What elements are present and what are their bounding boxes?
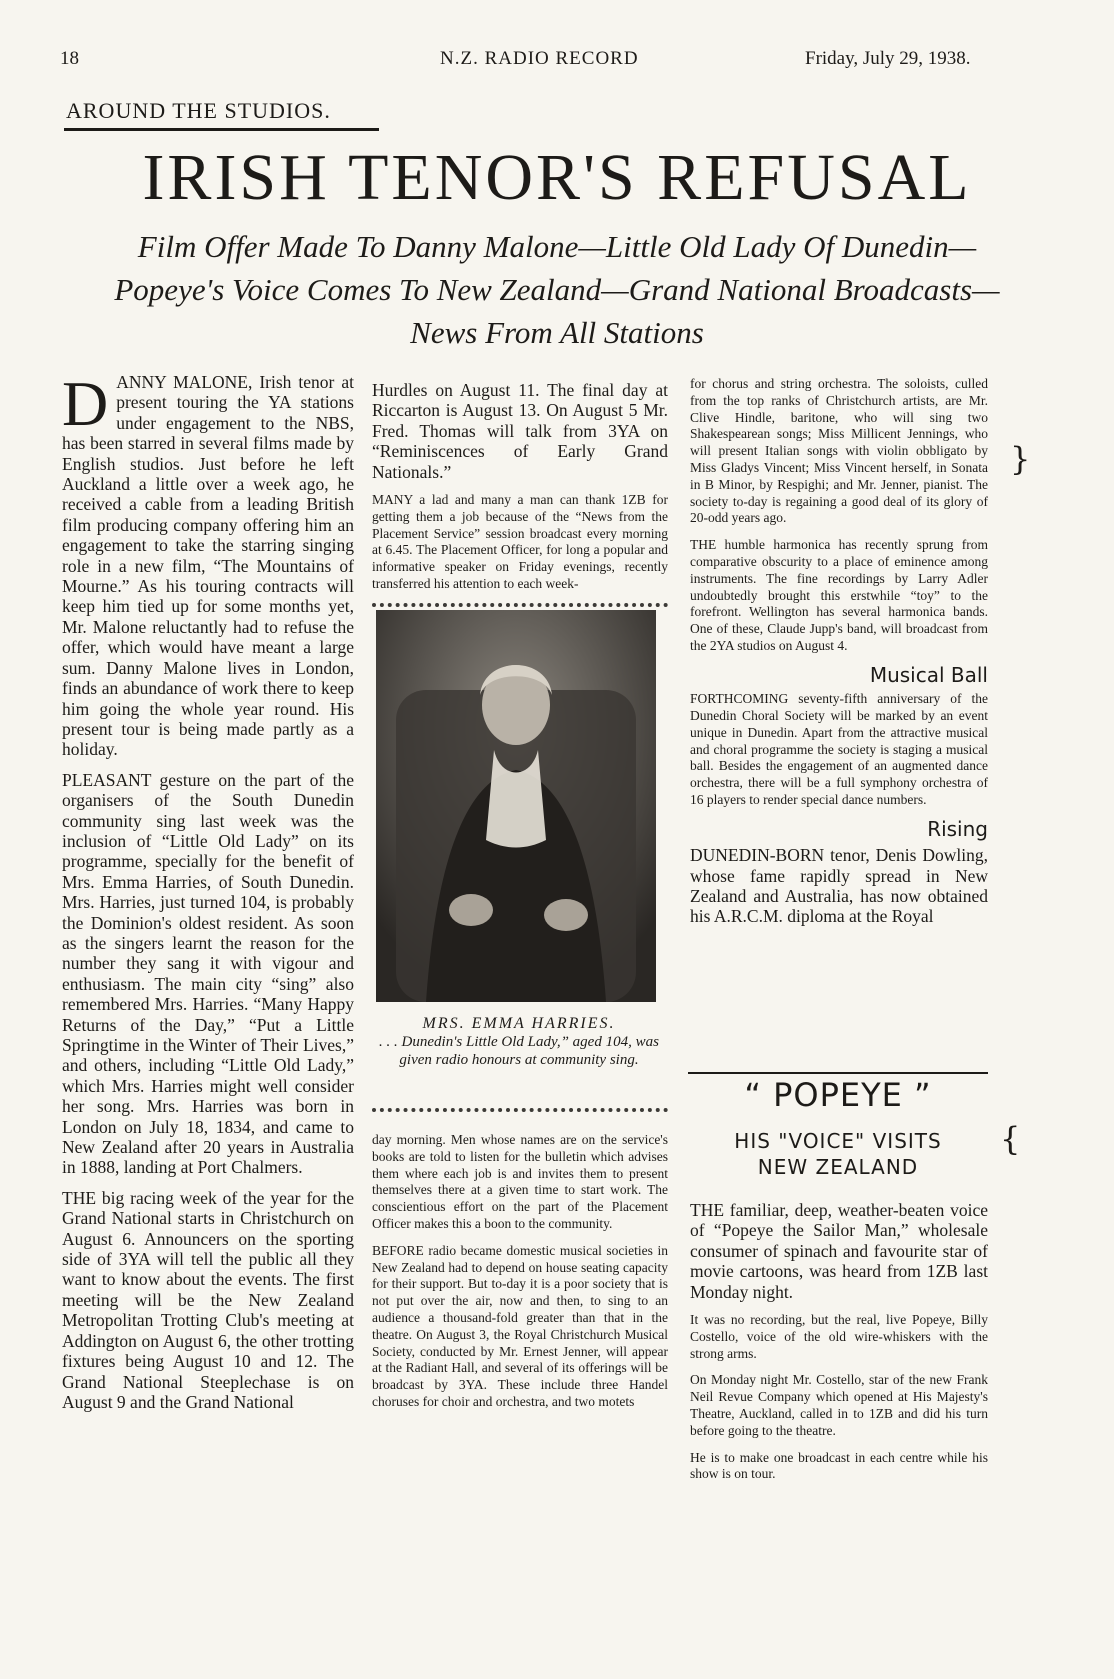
article-musical-ball: FORTHCOMING seventy-fifth anniversary of the Dunedin Choral Society will be marked by an event unique in Dunedin. Apart from the attractive musical and choral programme the society is staging a musical ball. Besides the engagement of an augmented dance orchestra, there will be a full symphony orchestra of 16 players to render special dance numbers.: [690, 691, 988, 807]
popeye-paragraph-1: THE familiar, deep, weather-beaten voice of “Popeye the Sailor Man,” wholesale consumer of spinach and favourite star of movie cartoons, was heard from 1ZB last Monday night.: [690, 1200, 988, 1302]
page-number: 18: [60, 48, 79, 69]
article-malone-text: ANNY MALONE, Irish tenor at present touring the YA stations under engagement to the NBS, has been starred in several films made by English studios. Just before he left Auckland a little over a week ago, he received a cable from a leading British film producing company offering him an engagement to take the starring singing role in a new film, “The Mountains of Mourne.” As his touring contracts will keep him tied up for some months yet, Mr. Malone reluctantly had to refuse the offer, which would have meant a large sum. Danny Malone lives in London, finds an abundance of work there to keep him going the whole year round. His present tour is being made partly as a holiday.: [62, 372, 354, 760]
article-harries: PLEASANT gesture on the part of the organisers of the South Dunedin community sing last week was the inclusion of “Little Old Lady” on its programme, specially for the benefit of Mrs. Emma Harries, of South Dunedin. Mrs. Harries, just turned 104, is probably the Dominion's oldest resident. As soon as the singers learnt the reason for the number they sang it with vigour and enthusiasm. The main city “sing” also remembered Mrs. Harries. “Many Happy Returns of the Day,” “Put a Little Springtime in the Winter of Their Lives,” and others, including “Little Old Lady,” which Mrs. Harries might well consider her song. Mrs. Harries was born in London on July 18, 1834, and came to New Zealand after 20 years in Australia in 1888, landing at Port Chalmers.: [62, 769, 354, 1178]
headline: IRISH TENOR'S REFUSAL: [142, 141, 972, 214]
article-harmonica: THE humble harmonica has recently sprung from comparative obscurity to a place of eminence among instruments. The fine recordings by Larry Adler undoubtedly brought this erstwhile “toy” to the forefront. Wellington has several harmonica bands. One of these, Claude Jupp's band, will broadcast from the 2YA studios on August 4.: [690, 537, 988, 653]
photo-caption: [370, 1015, 668, 1069]
article-grand-national-cont: Hurdles on August 11. The final day at Riccarton is August 13. On August 5 Mr. Fred. Thomas will talk from 3YA on “Reminiscences of Early Grand Nationals.”: [372, 380, 668, 482]
caption-name: MRS. EMMA HARRIES.: [422, 1015, 616, 1032]
article-placement-cont: day morning. Men whose names are on the service's books are told to listen for the bulletin which advises them where each job is and invites them to present themselves there at a given time to start work. The conscientious effort on the part of the Placement Officer makes this a boon to the community.: [372, 1132, 668, 1231]
popeye-subtitle-line1: HIS "VOICE" VISITS: [734, 1129, 942, 1153]
section-label: AROUND THE STUDIOS.: [66, 98, 331, 123]
portrait-photo: [376, 610, 656, 1002]
popeye-paragraph-2: It was no recording, but the real, live Popeye, Billy Costello, voice of the old wire-whiskers with the strong arms.: [690, 1312, 988, 1361]
popeye-rule: [688, 1072, 988, 1074]
subtitle-rising: Rising: [927, 816, 988, 841]
portrait-illustration: [376, 610, 656, 1002]
article-rising: DUNEDIN-BORN tenor, Denis Dowling, whose fame rapidly spread in New Zealand and Australia, has now obtained his A.R.C.M. diploma at the Royal: [690, 845, 988, 927]
caption-text: . . . Dunedin's Little Old Lady,” aged 104, was given radio honours at community sing.: [379, 1034, 659, 1068]
column-2-lower: [372, 1108, 668, 1421]
article-grand-national: THE big racing week of the year for the Grand National starts in Christchurch on August 6. Announcers on the sporting side of 3YA will tell the public all they want to know about the events. The first meeting will be the New Zealand Metropolitan Trotting Club's meeting at Addington on August 6, the other trotting fixtures being August 10 and 12. The Grand National Steeplechase is on August 9 and the Grand National: [62, 1187, 354, 1412]
subtitle-musical-ball: Musical Ball: [869, 662, 988, 687]
margin-brace-mark: }: [1010, 440, 1031, 478]
popeye-paragraph-4: He is to make one broadcast in each centre while his show is on tour.: [690, 1449, 988, 1482]
article-placement: MANY a lad and many a man can thank 1ZB for getting them a job because of the “News from the Placement Service” session broadcast every morning at 6.45. The Placement Officer, for long a popular and informative speaker on Friday evenings, recently transferred his attention to each week-: [372, 492, 668, 592]
column-2: [372, 380, 668, 613]
section-underline: [64, 128, 379, 131]
column-3: [690, 376, 988, 937]
popeye-subtitle-line2: NEW ZEALAND: [757, 1155, 919, 1179]
divider: [372, 1108, 668, 1118]
issue-date: Friday, July 29, 1938.: [805, 48, 971, 69]
column-1: [62, 368, 354, 1422]
drop-cap: D: [62, 368, 109, 439]
margin-brace-mark: {: [1000, 1120, 1021, 1158]
article-malone: [62, 368, 354, 760]
popeye-article: [690, 1200, 988, 1493]
popeye-paragraph-3: On Monday night Mr. Costello, star of the new Frank Neil Revue Company which opened at His Majesty's Theatre, Auckland, called in to 1ZB and did his turn before going to the theatre.: [690, 1372, 988, 1438]
popeye-subtitle: [688, 1128, 988, 1180]
subheadline: Film Offer Made To Danny Malone—Little Old Lady Of Dunedin—Popeye's Voice Comes To New Zealand—Grand National Broadcasts—News From All Stations: [114, 229, 1000, 350]
publication-title: N.Z. RADIO RECORD: [440, 48, 639, 69]
popeye-title: “ POPEYE ”: [744, 1076, 932, 1114]
article-musical-society: BEFORE radio became domestic musical societies in New Zealand had to depend on house seating capacity for their support. But to-day it is a poor society that is not put over the air, now and then, to sing to an audience a thousand-fold greater than that in the theatre. On August 3, the Royal Christchurch Musical Society, conducted by Mr. Ernest Jenner, will appear at the Radiant Hall, and several of its offerings will be broadcast by 3YA. These include three Handel choruses for choir and orchestra, and two motets: [372, 1242, 668, 1409]
article-christchurch-soloists: for chorus and string orchestra. The soloists, culled from the top ranks of Christchurch artists, are Mr. Clive Hindle, baritone, who will sing two Shakespearean songs; Miss Millicent Jennings, who will present Italian songs with violin obbligato by Miss Gladys Vincent; Miss Vincent herself, in Sonata in B Minor, by Respighi; and Mr. Jenner, pianist. The society to-day is regaining a good deal of its glory of 20-odd years ago.: [690, 376, 988, 526]
